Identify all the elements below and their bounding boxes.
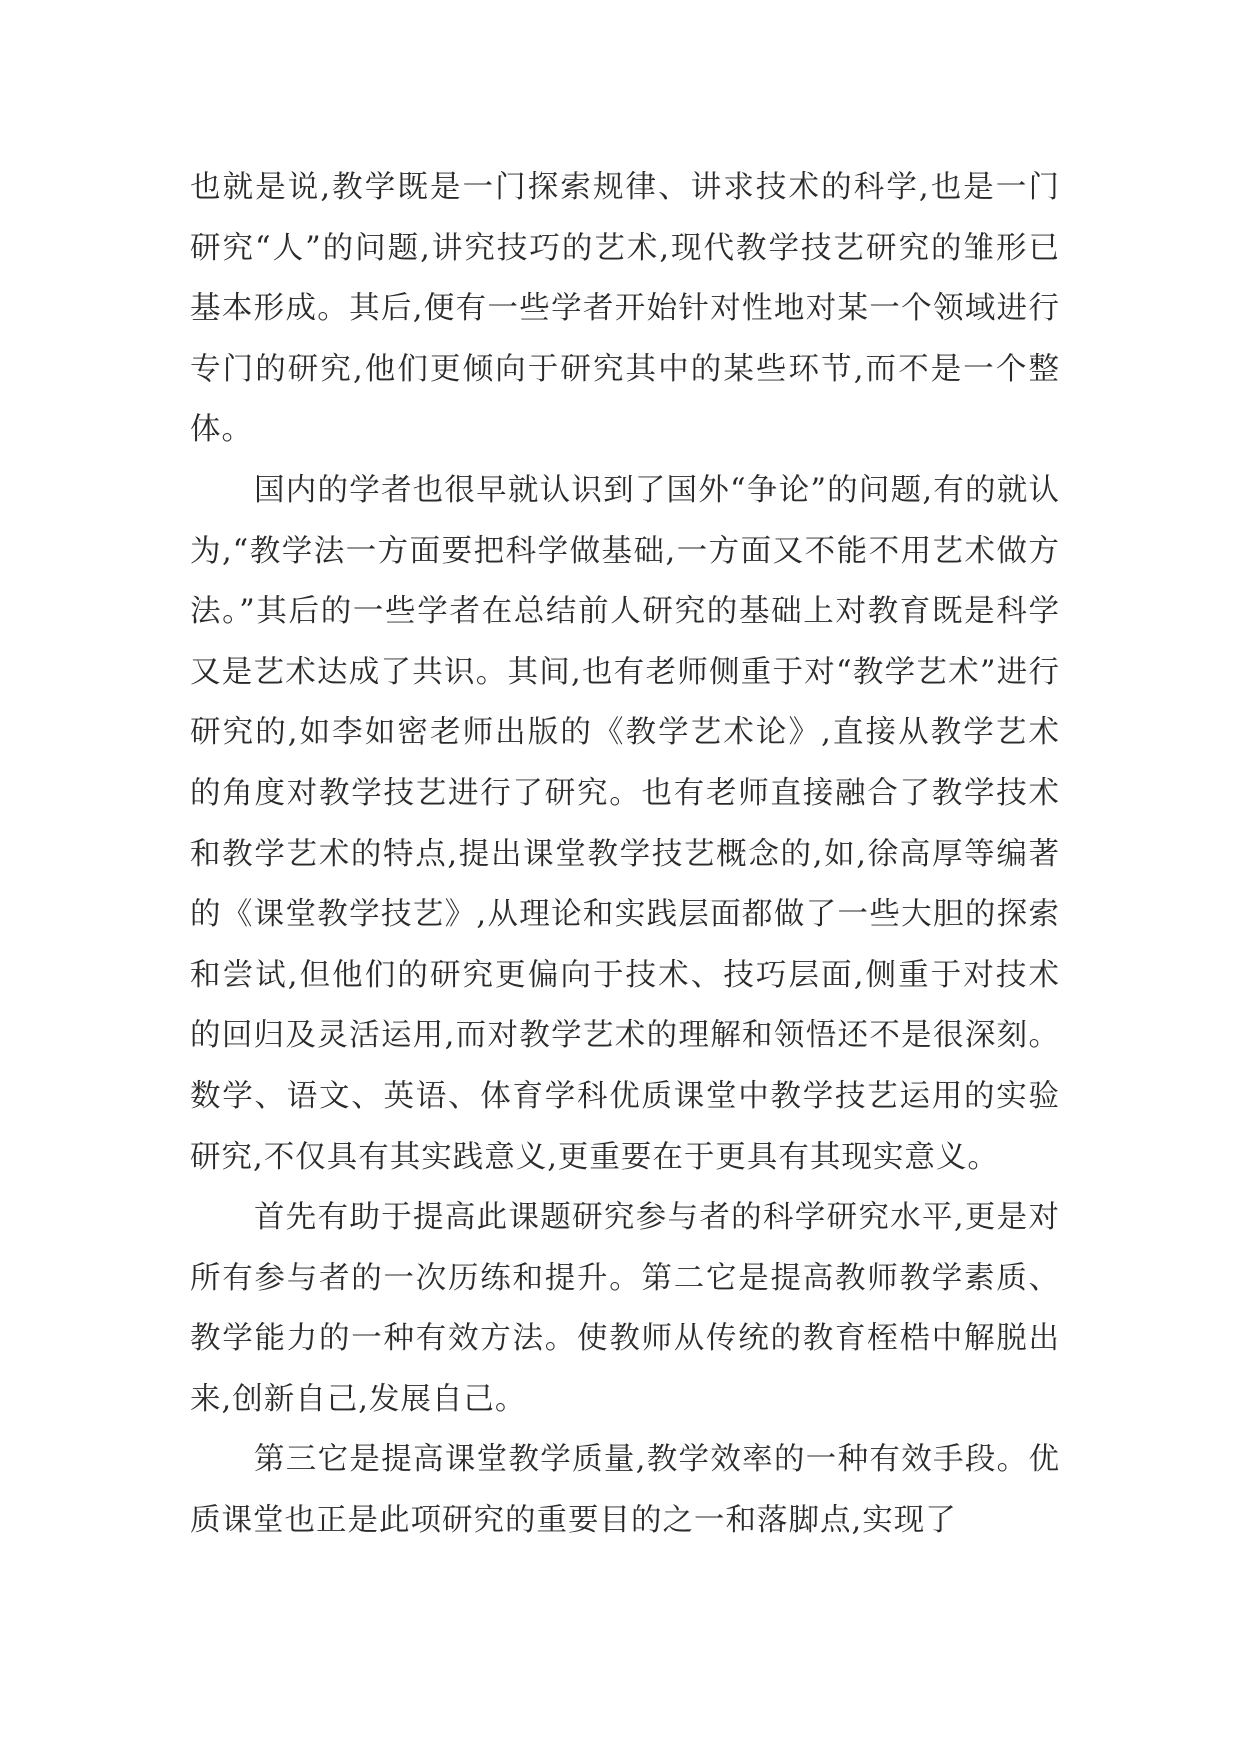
paragraph-3: 首先有助于提高此课题研究参与者的科学研究水平,更是对所有参与者的一次历练和提升。第二它是提高教师教学素质、教学能力的一种有效方法。使教师从传统的教育桎梏中解脱出来,创新自己,发展自己。	[190, 1200, 1060, 1417]
paragraph-2: 国内的学者也很早就认识到了国外“争论”的问题,有的就认为,“教学法一方面要把科学做基础,一方面又不能不用艺术做方法。”其后的一些学者在总结前人研究的基础上对教育既是科学又是艺术达成了共识。其间,也有老师侧重于对“教学艺术”进行研究的,如李如密老师出版的《教学艺术论》,直接从教学艺术的角度对教学技艺进行了研究。也有老师直接融合了教学技术和教学艺术的特点,提出课堂教学技艺概念的,如,徐高厚等编著的《课堂教学技艺》,从理论和实践层面都做了一些大胆的探索和尝试,但他们的研究更偏向于技术、技巧层面,侧重于对技术的回归及灵活运用,而对教学艺术的理解和领悟还不是很深刻。数学、语文、英语、体育学科优质课堂中教学技艺运用的实验研究,不仅具有其实践意义,更重要在于更具有其现实意义。	[190, 472, 1060, 1175]
document-body	[190, 158, 1060, 1552]
paragraph-1: 也就是说,教学既是一门探索规律、讲求技术的科学,也是一门研究“人”的问题,讲究技巧的艺术,现代教学技艺研究的雏形已基本形成。其后,便有一些学者开始针对性地对某一个领域进行专门的研究,他们更倾向于研究其中的某些环节,而不是一个整体。	[190, 170, 1060, 448]
paragraph-4: 第三它是提高课堂教学质量,教学效率的一种有效手段。优质课堂也正是此项研究的重要目的之一和落脚点,实现了	[190, 1442, 1060, 1539]
